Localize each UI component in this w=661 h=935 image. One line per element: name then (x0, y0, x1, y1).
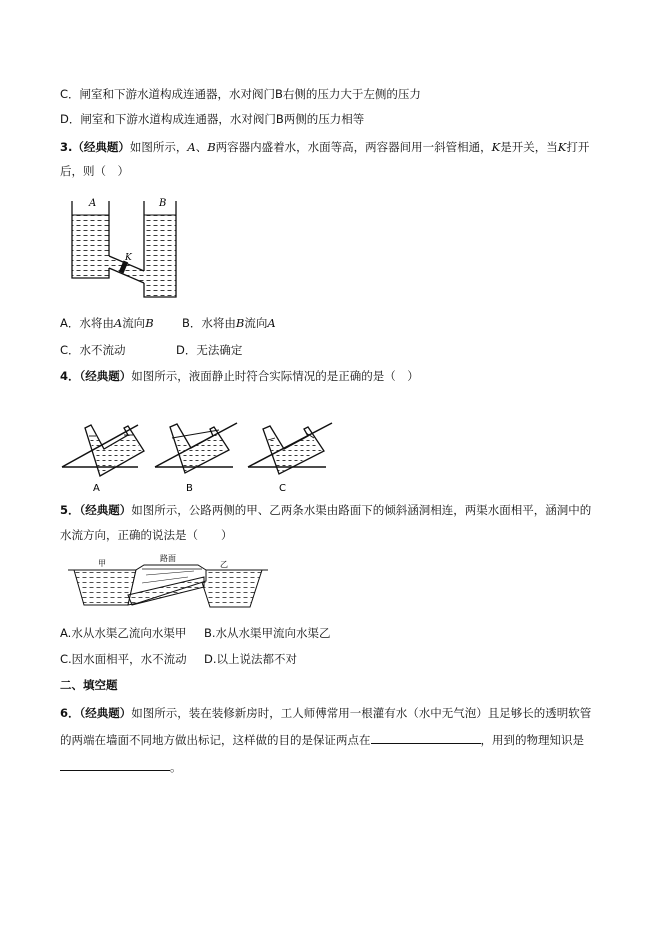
q6-tag: （经典题） (79, 706, 132, 720)
q3-figure (62, 193, 187, 305)
q6-answer-blank-1[interactable] (371, 731, 481, 744)
q3-var-k: K (491, 140, 501, 154)
q5-label-jia: 甲 (98, 559, 106, 568)
q3-label-b: B (159, 198, 167, 209)
q3-sep: 、 (195, 140, 208, 154)
q3-tag: （经典题） (72, 140, 130, 154)
q6-text: 。 (170, 760, 182, 774)
q3-label-a: A (89, 198, 97, 209)
q5-text: 如图所示，公路两侧的甲、乙两条水渠由路面下的倾斜涵洞相连，两渠水面相平，涵洞中的 (131, 503, 592, 517)
q4-stem (60, 368, 419, 384)
q5-options-cd (60, 651, 297, 667)
q5-figure (68, 555, 268, 617)
q6-text: 的两端在墙面不同地方做出标记，这样做的目的是保证两点在 (60, 733, 371, 747)
q6-stem-line3 (60, 758, 182, 775)
q3-stem-line1 (60, 139, 589, 155)
q4-figure-b (155, 423, 237, 494)
q3-number: 3. (60, 140, 73, 154)
q5-options-ab (60, 625, 331, 641)
q5-option-a: A.水从水渠乙流向水渠甲 (60, 626, 187, 640)
q5-option-b: B.水从水渠甲流向水渠乙 (204, 626, 331, 640)
q5-canal-jia (74, 570, 136, 605)
q5-tag: （经典题） (79, 503, 132, 517)
q6-text: 如图所示，装在装修新房时，工人师傅常用一根灌有水（水中无气泡）且足够长的透明软管 (131, 706, 592, 720)
q5-label-yi: 乙 (220, 560, 228, 569)
q5-canal-yi (198, 570, 262, 607)
q4-figure-a (62, 425, 144, 494)
q3-options-cd (60, 342, 242, 358)
q5-stem-line2: 水流方向，正确的说法是（ ） (60, 528, 233, 542)
q5-label-road: 路面 (160, 554, 176, 563)
q6-stem-line2 (60, 731, 584, 748)
q4-tag: （经典题） (79, 369, 132, 383)
q3-text: 是开关，当 (500, 140, 558, 154)
q3-var-a: A (187, 140, 196, 154)
q5-number: 5． (60, 503, 80, 517)
q3-options-ab (60, 315, 276, 331)
q5-stem-line1 (60, 502, 591, 518)
prev-option-d: D．闸室和下游水道构成连通器，水对阀门B两侧的压力相等 (60, 112, 365, 126)
q3-option-d: D．无法确定 (176, 343, 243, 357)
q3-text: 如图所示， (129, 140, 188, 154)
q4-text: 如图所示，液面静止时符合实际情况的是正确的是（ ） (131, 369, 419, 383)
q4-figures (60, 393, 340, 493)
q4-number: 4． (60, 369, 80, 383)
q6-stem-line1 (60, 705, 591, 721)
q3-option-a: A．水将由A流向B (60, 316, 154, 330)
q5-option-d: D.以上说法都不对 (204, 652, 298, 666)
q4-label-c: C (279, 483, 286, 494)
q4-label-b: B (186, 483, 193, 494)
q3-var-b: B (207, 140, 216, 154)
q3-stem-line2: 后，则（ ） (60, 164, 129, 178)
q6-text: ，用到的物理知识是 (480, 733, 584, 747)
prev-option-c: C．闸室和下游水道构成连通器，水对阀门B右侧的压力大于左侧的压力 (60, 87, 421, 101)
q3-option-c: C．水不流动 (60, 343, 126, 357)
q6-number: 6． (60, 706, 80, 720)
q3-text: 两容器内盛着水，水面等高，两容器间用一斜管相通， (215, 140, 492, 154)
q3-var-k: K (557, 140, 567, 154)
q3-text: 打开 (566, 140, 590, 154)
q3-label-k: K (125, 253, 132, 263)
q6-answer-blank-2[interactable] (60, 758, 170, 771)
q5-option-c: C.因水面相平，水不流动 (60, 652, 187, 666)
q4-figure-c (248, 423, 332, 494)
q3-option-b: B．水将由B流向A (182, 316, 276, 330)
q4-label-a: A (93, 483, 100, 494)
section-title-fill-in: 二、填空题 (60, 678, 118, 692)
